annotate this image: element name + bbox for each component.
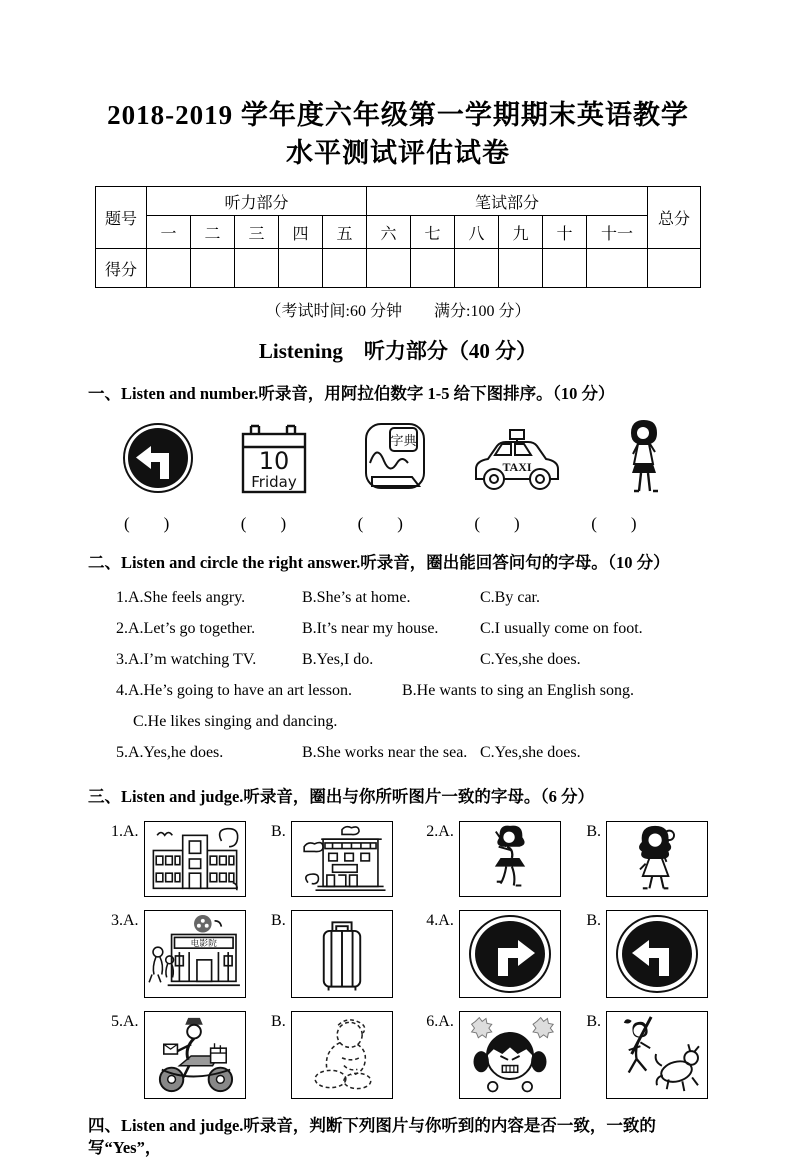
dictionary-icon [358,419,432,497]
dictionary-label: 字典 [390,433,417,448]
postman-on-motorbike-image [144,1011,246,1099]
score-cell [367,249,411,288]
shop-building-image [291,821,393,897]
q5-option-b: B.She works near the sea. [302,743,468,761]
score-cell [147,249,191,288]
judge-label: B. [271,912,286,929]
score-table-col-8: 八 [455,216,499,249]
section2-options [88,582,708,768]
q2-option-a: 2.A.Let’s go together. [116,619,256,637]
score-table-question-header: 题号 [96,187,147,249]
score-table [95,186,701,288]
score-cell [455,249,499,288]
score-table-score-label: 得分 [96,249,147,288]
q2-option-c: C.I usually come on foot. [480,619,643,637]
judge-label: B. [271,1013,286,1030]
score-cell [411,249,455,288]
taxi-label: TAXI [502,460,532,474]
q5-option-a: 5.A.Yes,he does. [116,743,224,761]
judge-label: 4.A. [426,912,454,929]
q3-option-b: B.Yes,I do. [302,650,374,668]
score-table-col-3: 三 [235,216,279,249]
exam-info: （考试时间:60 分钟 满分:100 分） [265,303,531,320]
judge-cell-1a [111,821,271,897]
judge-cell-1b [271,821,426,897]
girl-with-hand-mirror-image [606,821,708,897]
question-4-options [88,675,708,706]
listening-section-heading: Listening 听力部分（40 分） [258,339,538,363]
judge-label: 2.A. [426,823,454,840]
judge-label: 5.A. [111,1013,139,1030]
judge-cell-4b [586,910,708,998]
q1-option-a: 1.A.She feels angry. [116,588,246,606]
score-table-col-5: 五 [323,216,367,249]
answer-blank-1: ( ) [124,514,170,533]
q3-option-a: 3.A.I’m watching TV. [116,650,257,668]
judge-row-2 [88,910,708,998]
section3-heading: 三、Listen and judge.听录音，圈出与你所听图片一致的字母。（6 分） [88,787,595,806]
score-table-col-10: 十 [543,216,587,249]
judge-cell-5b [271,1011,426,1099]
judge-label: 6.A. [426,1013,454,1030]
judge-label: B. [271,823,286,840]
answer-blank-4: ( ) [474,514,520,533]
girl-playing-with-dog-image [606,1011,708,1099]
score-cell [279,249,323,288]
question-5-options [88,737,708,768]
q3-option-c: C.Yes,she does. [480,650,581,668]
judge-cell-6b [586,1011,708,1099]
question-4-option-c-row [88,706,708,737]
paper-title-line1: 2018-2019 学年度六年级第一学期期末英语教学 [107,100,689,130]
answer-blank-3: ( ) [357,514,403,533]
q1-option-b: B.She’s at home. [302,588,411,606]
judge-row-1 [88,821,708,897]
score-table-written-header: 笔试部分 [367,187,648,216]
cinema-image [144,910,246,998]
school-building-image [144,821,246,897]
calendar-icon [236,419,312,497]
score-table-col-2: 二 [191,216,235,249]
score-table-col-4: 四 [279,216,323,249]
score-cell [499,249,543,288]
total-score-cell [648,249,701,288]
section1-answer-blanks [88,509,708,534]
question-3-options [88,644,708,675]
judge-cell-3a [111,910,271,998]
score-table-listening-header: 听力部分 [147,187,367,216]
section4-heading: 四、Listen and judge.听录音，判断下列图片与你听到的内容是否一致，一致的写“Yes”， [88,1116,656,1157]
q2-option-b: B.It’s near my house. [302,619,439,637]
turn-left-sign-image [606,910,708,998]
judge-label: B. [586,1013,601,1030]
section1-heading: 一、Listen and number.听录音，用阿拉伯数字 1-5 给下图排序。（10 分） [88,384,615,403]
q4-option-c: C.He likes singing and dancing. [133,712,338,730]
cinema-sign-label: 电影院 [190,938,217,949]
section1-image-row [88,415,708,501]
judge-label: 3.A. [111,912,139,929]
judge-label: 1.A. [111,823,139,840]
answer-blank-2: ( ) [240,514,287,533]
score-table-col-11: 十一 [587,216,648,249]
angry-girl-image [459,1011,561,1099]
judge-cell-5a [111,1011,271,1099]
judge-cell-4a [426,910,586,998]
q4-option-b: B.He wants to sing an English song. [402,681,634,699]
question-1-options [88,582,708,613]
judge-cell-2a [426,821,586,897]
score-table-col-6: 六 [367,216,411,249]
calendar-day: 10 [258,447,290,475]
sitting-figure-image [291,1011,393,1099]
turn-right-sign-image [459,910,561,998]
section2-heading: 二、Listen and circle the right answer.听录音，圈出能回答问句的字母。（10 分） [88,553,670,572]
judge-label: B. [586,912,601,929]
paper-title-line2: 水平测试评估试卷 [286,138,510,168]
score-cell [587,249,648,288]
q1-option-c: C.By car. [480,588,540,606]
answer-blank-5: ( ) [591,514,637,533]
calendar-weekday: Friday [251,473,297,491]
judge-cell-6a [426,1011,586,1099]
score-cell [235,249,279,288]
question-2-options [88,613,708,644]
q5-option-c: C.Yes,she does. [480,743,581,761]
judge-cell-2b [586,821,708,897]
score-cell [191,249,235,288]
score-cell [323,249,367,288]
judge-label: B. [586,823,601,840]
turn-left-sign-icon [122,422,194,494]
judge-row-3 [88,1011,708,1099]
taxi-icon [468,423,566,493]
girl-icon [624,418,664,498]
score-table-col-9: 九 [499,216,543,249]
score-table-col-1: 一 [147,216,191,249]
score-table-col-7: 七 [411,216,455,249]
score-cell [543,249,587,288]
q4-option-a: 4.A.He’s going to have an art lesson. [116,681,352,699]
judge-cell-3b [271,910,426,998]
dancing-girl-image [459,821,561,897]
suitcase-image [291,910,393,998]
score-table-total-header: 总分 [648,187,701,249]
